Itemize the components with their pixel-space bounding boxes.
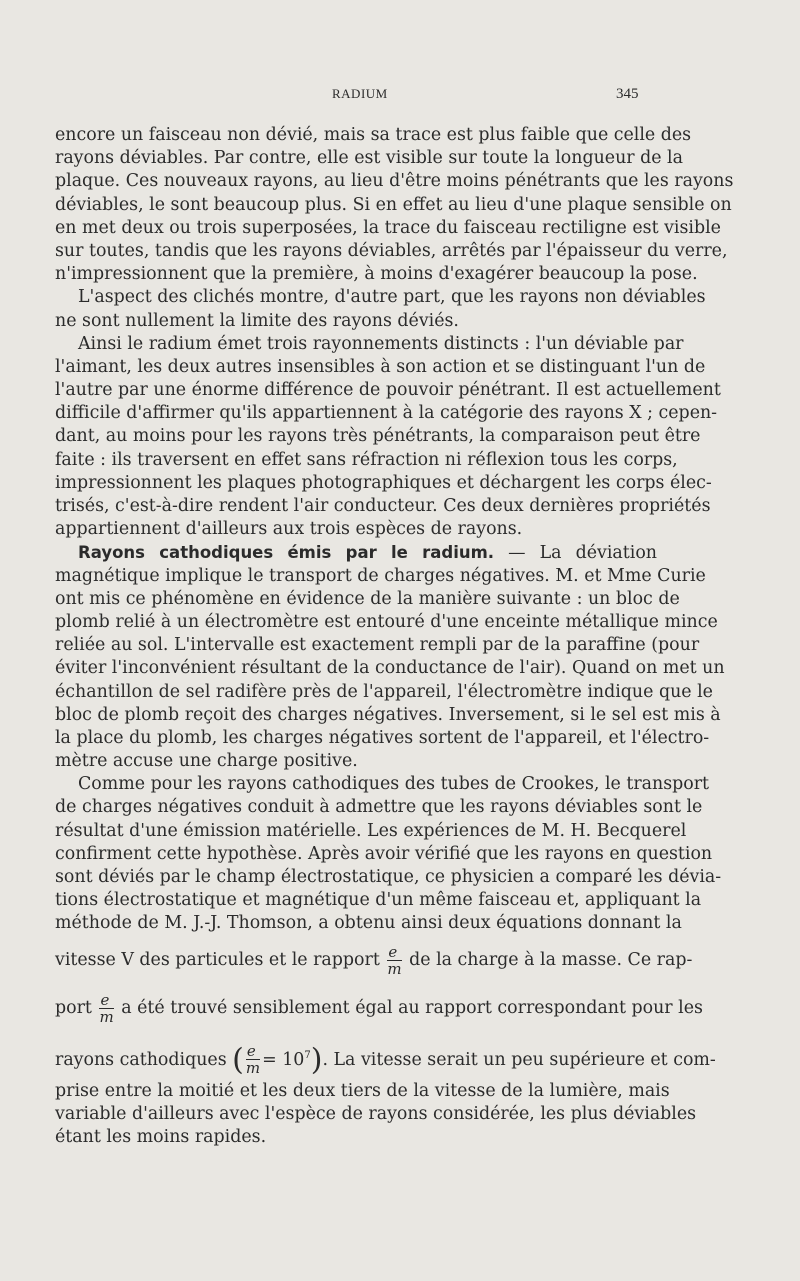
section-heading: Rayons cathodiques émis par le radium. [78,543,495,563]
text-line: sur toutes, tandis que les rayons déviables, arrêtés par l'épaisseur du verre, [55,240,728,261]
text-line: l'aimant, les deux autres insensibles à son action et se distinguant l'un de [55,356,706,377]
math-line-2-before: port [55,997,92,1018]
exponent: 7 [304,1049,311,1061]
math-line-3-before: rayons cathodiques [55,1049,227,1070]
text-line: bloc de plomb reçoit des charges négatives. Inversement, si le sel est mis à [55,704,721,725]
running-title: RADIUM [332,86,388,101]
text-line: ont mis ce phénomène en évidence de la manière suivante : un bloc de [55,588,680,609]
text-line: impressionnent les plaques photographiques et déchargent les corps élec- [55,472,712,493]
fraction-denominator: m [245,1059,261,1078]
section-first-line-rest: — La déviation [508,543,658,564]
text-line: en met deux ou trois superposées, la trace du faisceau rectiligne est visible [55,217,721,238]
text-line: mètre accuse une charge positive. [55,751,358,772]
text-line: plaque. Ces nouveaux rayons, au lieu d'être moins pénétrants que les rayons [55,171,734,192]
text-line: magnétique implique le transport de charges négatives. M. et Mme Curie [55,565,706,586]
fraction-numerator: e [246,1043,260,1060]
text-line: la place du plomb, les charges négatives sortent de l'appareil, et l'électro- [55,727,710,748]
fraction-denominator: m [387,959,402,978]
text-line: reliée au sol. L'intervalle est exactement rempli par de la paraffine (pour [55,635,700,656]
text-line: sont déviés par le champ électrostatique, ce physicien a comparé les dévia- [55,867,722,887]
math-line-3-after: . La vitesse serait un peu supérieure et com- [322,1049,716,1070]
text-line: encore un faisceau non dévié, mais sa trace est plus faible que celle des [55,125,692,145]
text-line: plomb relié à un électromètre est entouré d'une enceinte métallique mince [55,611,718,632]
text-line: étant les moins rapides. [55,1126,267,1147]
text-line: Ainsi le radium émet trois rayonnements distincts : l'un déviable par [78,333,684,354]
body-text [55,124,734,1149]
text-line: dant, au moins pour les rayons très pénétrants, la comparaison peut être [55,426,701,447]
text-line: méthode de M. J.-J. Thomson, a obtenu ainsi deux équations donnant la [55,913,682,934]
text-line: variable d'ailleurs avec l'espèce de rayons considérée, les plus déviables [55,1103,697,1124]
fraction-e-over-m [387,944,401,977]
section-first-line [55,541,657,564]
text-line: l'autre par une énorme différence de pouvoir pénétrant. Il est actuellement [55,380,721,401]
text-line: éviter l'inconvénient résultant de la conductance de l'air). Quand on met un [55,658,725,679]
fraction-denominator: m [99,1007,114,1026]
text-line: tions électrostatique et magnétique d'un même faisceau et, appliquant la [55,890,702,911]
math-line-2-after: a été trouvé sensiblement égal au rapport correspondant pour les [121,997,703,1018]
fraction-numerator: e [387,944,401,961]
math-line-1 [55,936,693,984]
text-line: trisés, c'est-à-dire rendent l'air conducteur. Ces deux dernières propriétés [55,496,711,516]
math-line-1-before: vitesse V des particules et le rapport [55,949,380,970]
text-line: déviables, le sont beaucoup plus. Si en effet au lieu d'une plaque sensible on [55,194,732,215]
math-line-2 [55,984,703,1032]
math-line-1-after: de la charge à la masse. Ce rap- [409,949,693,970]
text-line: difficile d'affirmer qu'ils appartiennent à la catégorie des rayons X ; cepen- [55,403,718,424]
text-line: confirment cette hypothèse. Après avoir vérifié que les rayons en question [55,843,713,864]
equation-value: = 10 [262,1049,305,1070]
text-line: de charges négatives conduit à admettre que les rayons déviables sont le [55,797,703,818]
text-line: échantillon de sel radifère près de l'appareil, l'électromètre indique que le [55,681,713,702]
text-line: L'aspect des clichés montre, d'autre part, que les rayons non déviables [78,287,706,308]
page-number: 345 [616,86,639,102]
fraction-numerator: e [99,992,113,1009]
right-paren: ) [310,1041,323,1077]
text-line: appartiennent d'ailleurs aux trois espèces de rayons. [55,519,523,540]
text-line: rayons déviables. Par contre, elle est visible sur toute la longueur de la [55,148,683,169]
math-line-3 [55,1032,716,1080]
text-line: faite : ils traversent en effet sans réfraction ni réflexion tous les corps, [55,449,678,470]
text-line: résultat d'une émission matérielle. Les expériences de M. H. Becquerel [55,820,687,841]
page-header [0,86,800,110]
left-paren: ( [232,1041,244,1077]
text-line: Comme pour les rayons cathodiques des tubes de Crookes, le transport [78,774,710,795]
text-line: ne sont nullement la limite des rayons déviés. [55,310,459,331]
fraction-e-over-m [246,1043,260,1076]
text-line: prise entre la moitié et les deux tiers de la vitesse de la lumière, mais [55,1080,670,1101]
text-line: n'impressionnent que la première, à moins d'exagérer beaucoup la pose. [55,264,698,285]
fraction-e-over-m [99,992,113,1025]
